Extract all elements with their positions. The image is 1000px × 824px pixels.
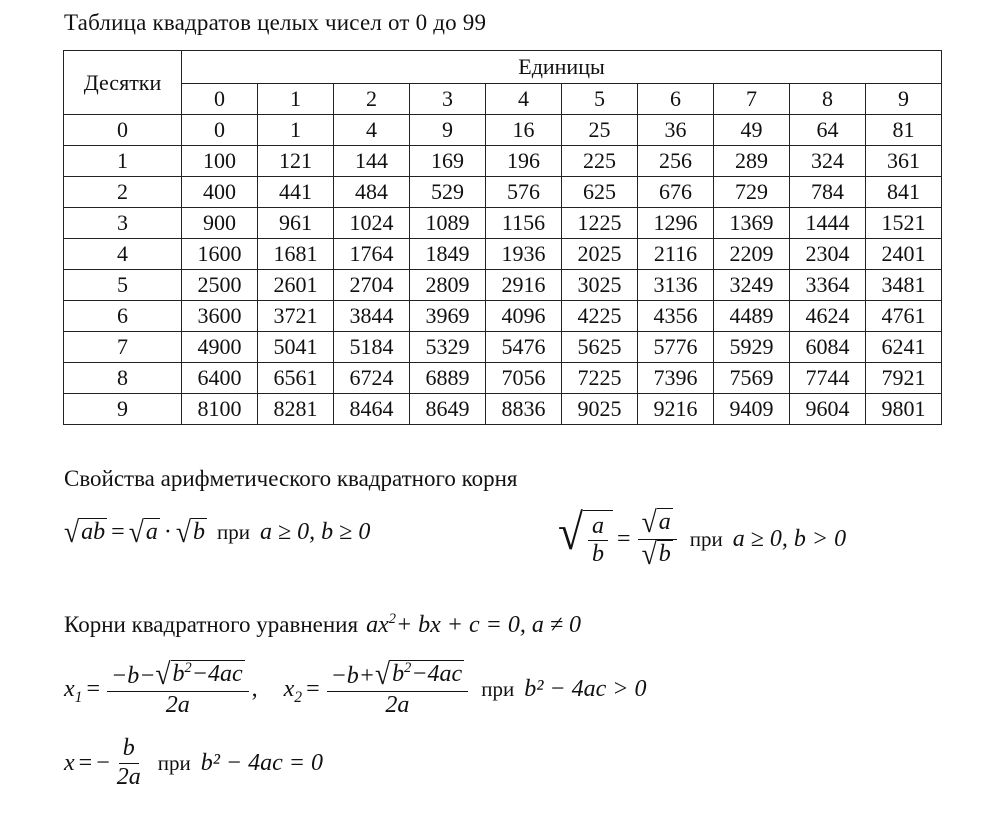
units-col-header: 6 [638,84,714,115]
sqrt-symbol: √ b [175,514,206,549]
square-value-cell: 841 [866,177,942,208]
square-value-cell: 1521 [866,208,942,239]
square-value-cell: 2209 [714,239,790,270]
units-header-row [64,84,942,115]
square-value-cell: 6561 [258,363,334,394]
square-value-cell: 1764 [334,239,410,270]
square-value-cell: 2916 [486,270,562,301]
page-title: Таблица квадратов целых чисел от 0 до 99 [64,10,487,35]
square-value-cell: 5929 [714,332,790,363]
square-value-cell: 6084 [790,332,866,363]
table-row [64,115,942,146]
square-value-cell: 3025 [562,270,638,301]
units-col-header: 3 [410,84,486,115]
cond-word: при [481,677,515,702]
square-value-cell: 121 [258,146,334,177]
square-value-cell: 225 [562,146,638,177]
square-value-cell: 3136 [638,270,714,301]
square-value-cell: 900 [182,208,258,239]
square-value-cell: 5329 [410,332,486,363]
square-value-cell: 3364 [790,270,866,301]
square-value-cell: 169 [410,146,486,177]
quadratic-roots-formula: $x_1$ = −b− √ $b^2-4ac$ 2a , $x_2$ = −b+ √ $b^2-4ac$ 2a при b² − 4ac > 0 [64,656,647,718]
square-value-cell: 16 [486,115,562,146]
square-value-cell: 5184 [334,332,410,363]
sqrt-quotient-formula: √ $\frac{a}{b}$ = √ a √ b при a ≥ 0, b > 0 [558,503,847,571]
square-value-cell: 4761 [866,301,942,332]
quadratic-roots-heading: Корни квадратного уравнения $ax^2+$ bx + c = 0, a ≠ 0 [64,611,581,638]
square-value-cell: 961 [258,208,334,239]
square-value-cell: 6724 [334,363,410,394]
square-value-cell: 4489 [714,301,790,332]
square-value-cell: 3600 [182,301,258,332]
square-value-cell: 81 [866,115,942,146]
table-row [64,394,942,425]
square-value-cell: 36 [638,115,714,146]
square-value-cell: 7744 [790,363,866,394]
square-value-cell: 4 [334,115,410,146]
square-value-cell: 49 [714,115,790,146]
table-row [64,270,942,301]
square-value-cell: 7569 [714,363,790,394]
square-value-cell: 64 [790,115,866,146]
square-value-cell: 2704 [334,270,410,301]
square-value-cell: 7056 [486,363,562,394]
square-value-cell: 3721 [258,301,334,332]
table-row [64,332,942,363]
condition: b² − 4ac > 0 [524,676,647,703]
tens-label: 8 [64,363,182,394]
square-value-cell: 2500 [182,270,258,301]
square-value-cell: 7921 [866,363,942,394]
square-value-cell: 400 [182,177,258,208]
square-value-cell: 1600 [182,239,258,270]
condition: a ≥ 0, b > 0 [732,525,847,552]
square-value-cell: 0 [182,115,258,146]
units-col-header: 1 [258,84,334,115]
square-value-cell: 4624 [790,301,866,332]
square-value-cell: 1156 [486,208,562,239]
square-value-cell: 2025 [562,239,638,270]
square-value-cell: 8281 [258,394,334,425]
square-value-cell: 9025 [562,394,638,425]
square-value-cell: 729 [714,177,790,208]
table-row [64,239,942,270]
row-header-tens: Десятки [64,51,182,115]
square-value-cell: 6400 [182,363,258,394]
units-col-header: 7 [714,84,790,115]
square-value-cell: 9604 [790,394,866,425]
square-value-cell: 1296 [638,208,714,239]
square-value-cell: 1 [258,115,334,146]
square-value-cell: 196 [486,146,562,177]
square-value-cell: 5041 [258,332,334,363]
quadratic-heading-text: Корни квадратного уравнения [64,612,359,637]
tens-label: 0 [64,115,182,146]
sqrt-symbol: √ $\frac{a}{b}$ [558,510,613,569]
square-value-cell: 1681 [258,239,334,270]
square-value-cell: 2304 [790,239,866,270]
tens-label: 9 [64,394,182,425]
square-value-cell: 7396 [638,363,714,394]
square-value-cell: 1024 [334,208,410,239]
square-value-cell: 1089 [410,208,486,239]
square-value-cell: 625 [562,177,638,208]
cond-word: при [157,750,191,775]
square-value-cell: 25 [562,115,638,146]
table-row [64,177,942,208]
square-value-cell: 100 [182,146,258,177]
square-value-cell: 9801 [866,394,942,425]
squares-table [63,50,942,425]
square-value-cell: 676 [638,177,714,208]
square-value-cell: 5625 [562,332,638,363]
square-value-cell: 6241 [866,332,942,363]
sqrt-product-formula: √ ab = √ a · √ b при a ≥ 0, b ≥ 0 [64,514,371,549]
square-value-cell: 1849 [410,239,486,270]
square-value-cell: 6889 [410,363,486,394]
square-value-cell: 289 [714,146,790,177]
square-value-cell: 1444 [790,208,866,239]
sqrt-properties-heading: Свойства арифметического квадратного корня [64,466,518,491]
square-value-cell: 361 [866,146,942,177]
square-value-cell: 3969 [410,301,486,332]
square-value-cell: 2116 [638,239,714,270]
units-col-header: 0 [182,84,258,115]
square-value-cell: 4096 [486,301,562,332]
square-value-cell: 576 [486,177,562,208]
square-value-cell: 4900 [182,332,258,363]
square-value-cell: 1936 [486,239,562,270]
square-value-cell: 2809 [410,270,486,301]
tens-label: 3 [64,208,182,239]
square-value-cell: 3249 [714,270,790,301]
cond-word: при [689,526,723,551]
square-value-cell: 8836 [486,394,562,425]
table-row [64,363,942,394]
tens-label: 7 [64,332,182,363]
condition: b² − 4ac = 0 [200,749,323,776]
square-value-cell: 1225 [562,208,638,239]
square-value-cell: 484 [334,177,410,208]
square-value-cell: 441 [258,177,334,208]
square-value-cell: 4225 [562,301,638,332]
units-col-header: 9 [866,84,942,115]
units-col-header: 4 [486,84,562,115]
sqrt-symbol: √ a [128,514,158,549]
square-value-cell: 2601 [258,270,334,301]
square-value-cell: 5776 [638,332,714,363]
square-value-cell: 324 [790,146,866,177]
tens-label: 5 [64,270,182,301]
square-value-cell: 784 [790,177,866,208]
square-value-cell: 8100 [182,394,258,425]
square-value-cell: 7225 [562,363,638,394]
square-value-cell: 529 [410,177,486,208]
square-value-cell: 1369 [714,208,790,239]
square-value-cell: 4356 [638,301,714,332]
square-value-cell: 3481 [866,270,942,301]
square-value-cell: 144 [334,146,410,177]
quadratic-single-root-formula: x = − $\frac{b}{2a}$ при b² − 4ac = 0 [64,735,323,790]
tens-label: 2 [64,177,182,208]
col-group-header-units: Единицы [182,51,942,84]
square-value-cell: 8649 [410,394,486,425]
table-body [64,115,942,425]
square-value-cell: 5476 [486,332,562,363]
square-value-cell: 3844 [334,301,410,332]
square-value-cell: 9216 [638,394,714,425]
table-row [64,301,942,332]
table-row [64,146,942,177]
sqrt-symbol: √ ab [64,514,106,549]
square-value-cell: 2401 [866,239,942,270]
table-row [64,208,942,239]
condition: a ≥ 0, b ≥ 0 [260,518,371,545]
cond-word: при [217,519,250,544]
square-value-cell: 8464 [334,394,410,425]
square-value-cell: 9 [410,115,486,146]
units-col-header: 2 [334,84,410,115]
tens-label: 4 [64,239,182,270]
square-value-cell: 256 [638,146,714,177]
tens-label: 1 [64,146,182,177]
units-col-header: 5 [562,84,638,115]
units-col-header: 8 [790,84,866,115]
square-value-cell: 9409 [714,394,790,425]
tens-label: 6 [64,301,182,332]
